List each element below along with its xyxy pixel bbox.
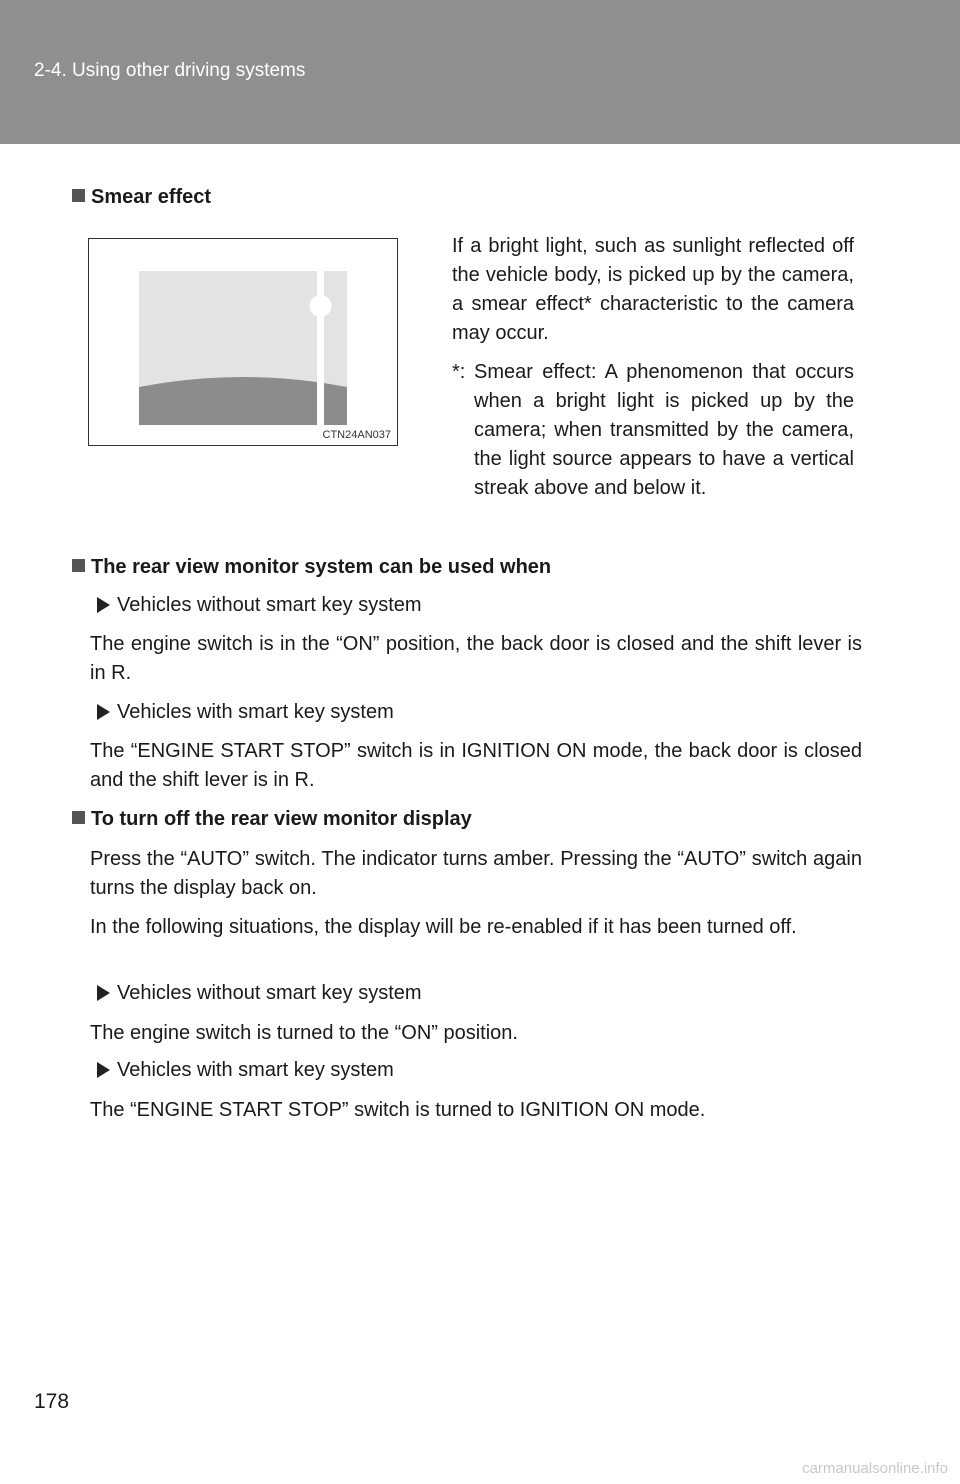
turnoff-text-no-smart-key: The engine switch is turned to the “ON” position. [90,1022,518,1044]
triangle-bullet-icon [97,597,110,613]
triangle-bullet-icon [97,985,110,1001]
smear-footnote [452,358,854,503]
page-number: 178 [34,1390,70,1413]
square-bullet-icon [72,811,85,824]
usage-text-no-smart-key: The engine switch is in the “ON” position, the back door is closed and the shift lever is in R. [90,633,862,684]
smear-illustration [89,239,397,445]
usage-bullet-no-smart-key: Vehicles without smart key system [97,594,422,617]
usage-bullet-smart-key: Vehicles with smart key system [97,701,394,724]
turnoff-text-smart-key: The “ENGINE START STOP” switch is turned to IGNITION ON mode. [90,1099,706,1121]
page-header [0,0,960,144]
square-bullet-icon [72,559,85,572]
usage-text-smart-key: The “ENGINE START STOP” switch is in IGNITION ON mode, the back door is closed and the shift lever is in R. [90,740,862,791]
footnote-mark: *: [452,361,466,383]
figure-code: CTN24AN037 [322,429,391,441]
square-bullet-icon [72,189,85,202]
smear-description: If a bright light, such as sunlight reflected off the vehicle body, is picked up by the camera, a smear effect* characteristic to the camera may occur. [452,235,854,344]
triangle-bullet-icon [97,704,110,720]
turnoff-text-situations: In the following situations, the display will be re-enabled if it has been turned off. [90,916,797,938]
chapter-title: 2-4. Using other driving systems [34,60,306,81]
smear-heading: Smear effect [72,186,211,209]
turnoff-bullet-no-smart-key: Vehicles without smart key system [97,982,422,1005]
watermark[interactable]: carmanualsonline.info [802,1460,948,1477]
footnote-text: Smear effect: A phenomenon that occurs when a bright light is picked up by the camera; when transmitted by the camera, the light source appears to have a vertical streak above and below it. [474,361,854,499]
turnoff-heading: To turn off the rear view monitor display [72,808,472,831]
usage-heading: The rear view monitor system can be used when [72,556,551,579]
turnoff-bullet-smart-key: Vehicles with smart key system [97,1059,394,1082]
turnoff-text-auto: Press the “AUTO” switch. The indicator turns amber. Pressing the “AUTO” switch again turns the display back on. [90,848,862,899]
triangle-bullet-icon [97,1062,110,1078]
smear-figure [88,238,398,446]
